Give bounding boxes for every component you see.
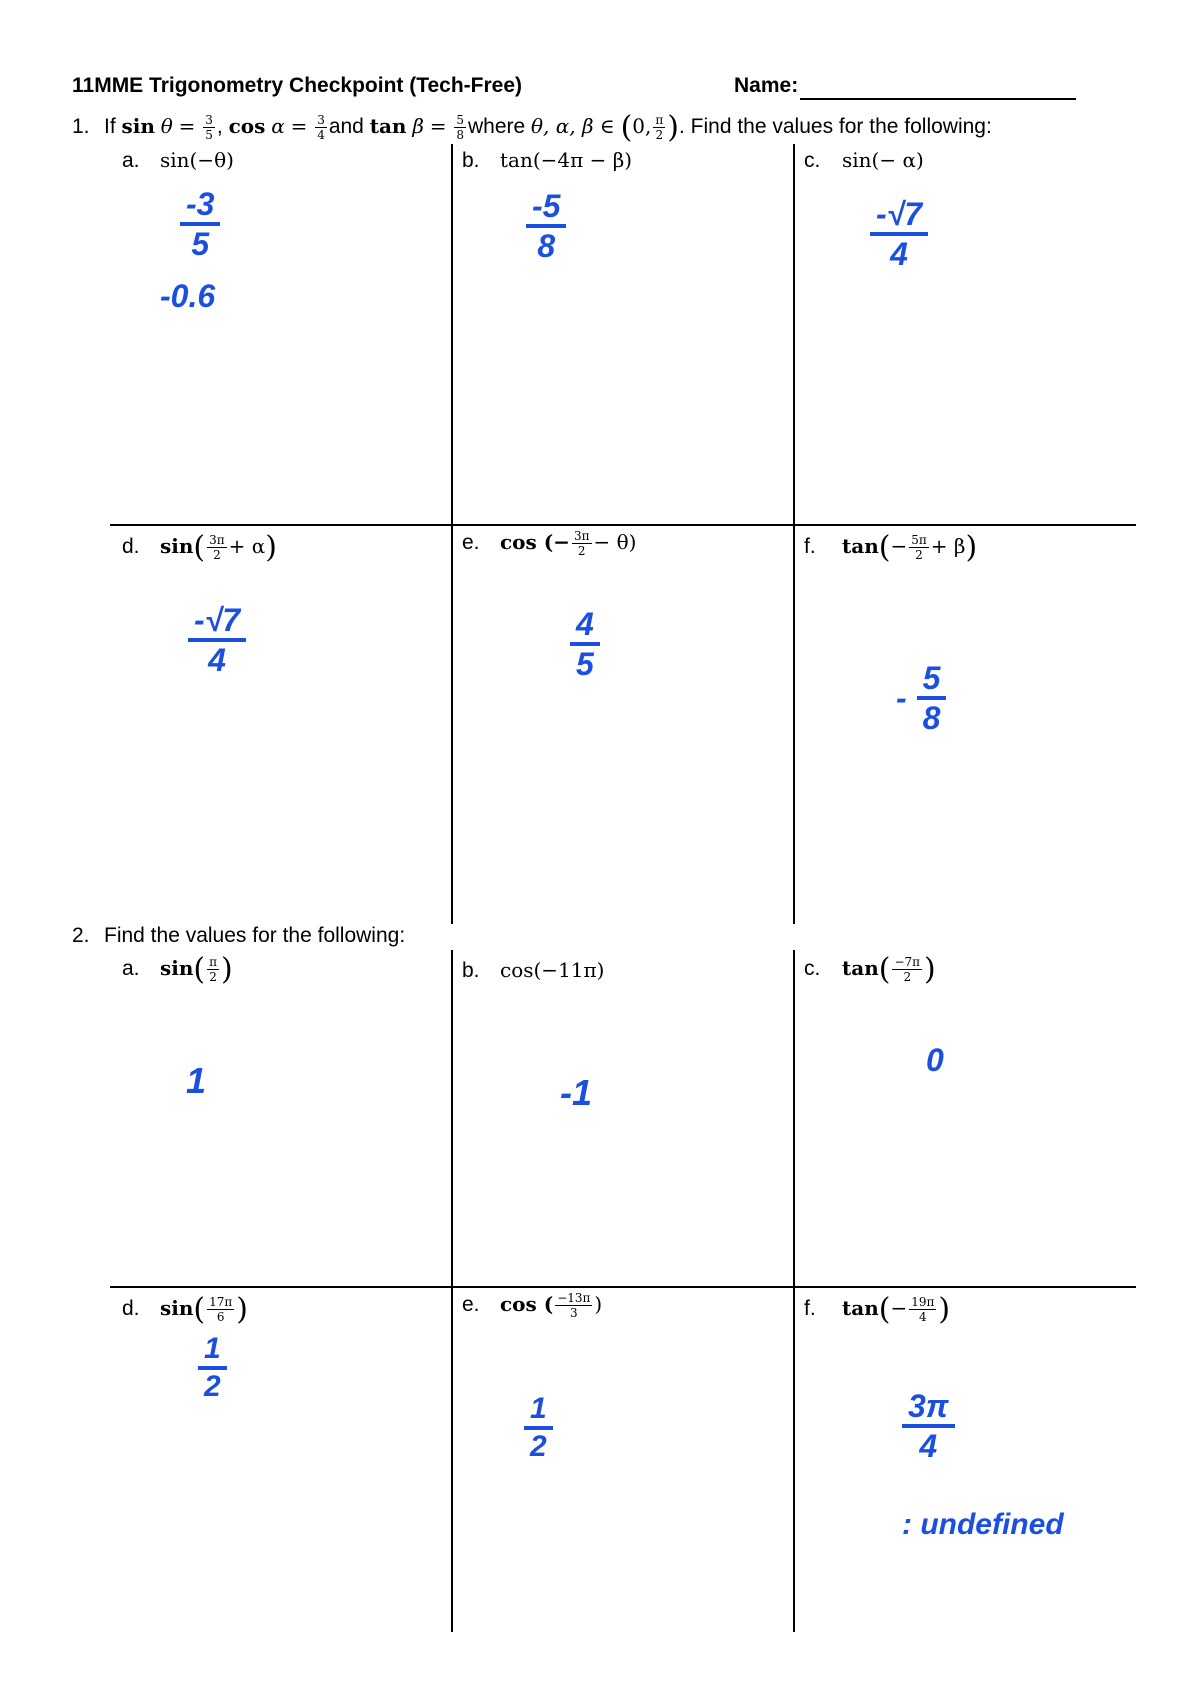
q2a-answer: 1 <box>186 1060 207 1101</box>
q2d-answer: $\frac{1}{2}$ <box>198 1334 227 1404</box>
q1c-answer: $\frac{-√7}{4}$ <box>870 198 928 273</box>
q2e-prompt: e. cos ( $\frac{-13\pi}{3}$ ) <box>462 1291 603 1320</box>
q1d-answer: $\frac{-√7}{4}$ <box>188 604 246 679</box>
q1a-answer-decimal: -0.6 <box>160 278 216 314</box>
q2-grid-line <box>110 1286 1136 1288</box>
q1c-prompt: c. sin(− α) <box>804 148 924 172</box>
q1-grid-line <box>451 144 453 924</box>
q2f-answer-note: : undefined <box>902 1508 1064 1541</box>
q1-grid-line <box>110 524 1136 526</box>
q2c-prompt: c. tan( $\frac{-7\pi}{2}$ ) <box>804 952 936 987</box>
q1e-prompt: e. cos (− $\frac{3\pi}{2}$ − θ) <box>462 529 637 558</box>
q2b-prompt: b. cos(−11π) <box>462 958 605 982</box>
q2b-answer: -1 <box>560 1072 593 1113</box>
q1b-prompt: b. tan(−4π − β) <box>462 148 633 172</box>
q1f-answer: - $\frac{5}{8}$ <box>896 662 946 734</box>
name-field[interactable] <box>800 98 1076 100</box>
name-label: Name: <box>734 74 799 97</box>
worksheet-title: 11MME Trigonometry Checkpoint (Tech-Free) <box>72 74 523 97</box>
q1a-prompt: a. sin(−θ) <box>122 148 234 172</box>
q1f-prompt: f. tan(− $\frac{5\pi}{2}$ + β) <box>804 530 978 565</box>
q1b-answer: $\frac{-5}{8}$ <box>526 190 566 265</box>
q1-stem: 1. If sin θ = $\frac{3}{5}$ , cos α = $\frac{3}{4}$ and tan β = $\frac{5}{8}$ where θ, α, β ∈ (0, $\frac{\pi}{2}$ ). Find the values for the following: <box>72 110 992 145</box>
q2-number: 2. <box>72 924 90 947</box>
q2-grid-line <box>451 950 453 1632</box>
q1-number: 1. <box>72 115 90 139</box>
q1a-answer: $\frac{-3}{5}$ <box>180 188 220 263</box>
q1e-answer: $\frac{4}{5}$ <box>570 608 600 683</box>
q1d-prompt: d. sin( $\frac{3\pi}{2}$ + α) <box>122 530 277 565</box>
q2-stem: 2. Find the values for the following: <box>72 924 406 947</box>
q2-grid-line <box>793 950 795 1632</box>
q2d-prompt: d. sin( $\frac{17\pi}{6}$ ) <box>122 1292 248 1327</box>
q2c-answer: 0 <box>926 1042 944 1078</box>
q1-grid-line <box>793 144 795 924</box>
q2e-answer: $\frac{1}{2}$ <box>524 1394 553 1464</box>
q2f-answer: $\frac{3\pi}{4}$ <box>902 1390 955 1465</box>
q2f-prompt: f. tan(− $\frac{19\pi}{4}$ ) <box>804 1292 951 1327</box>
q2a-prompt: a. sin( $\frac{\pi}{2}$ ) <box>122 952 233 987</box>
